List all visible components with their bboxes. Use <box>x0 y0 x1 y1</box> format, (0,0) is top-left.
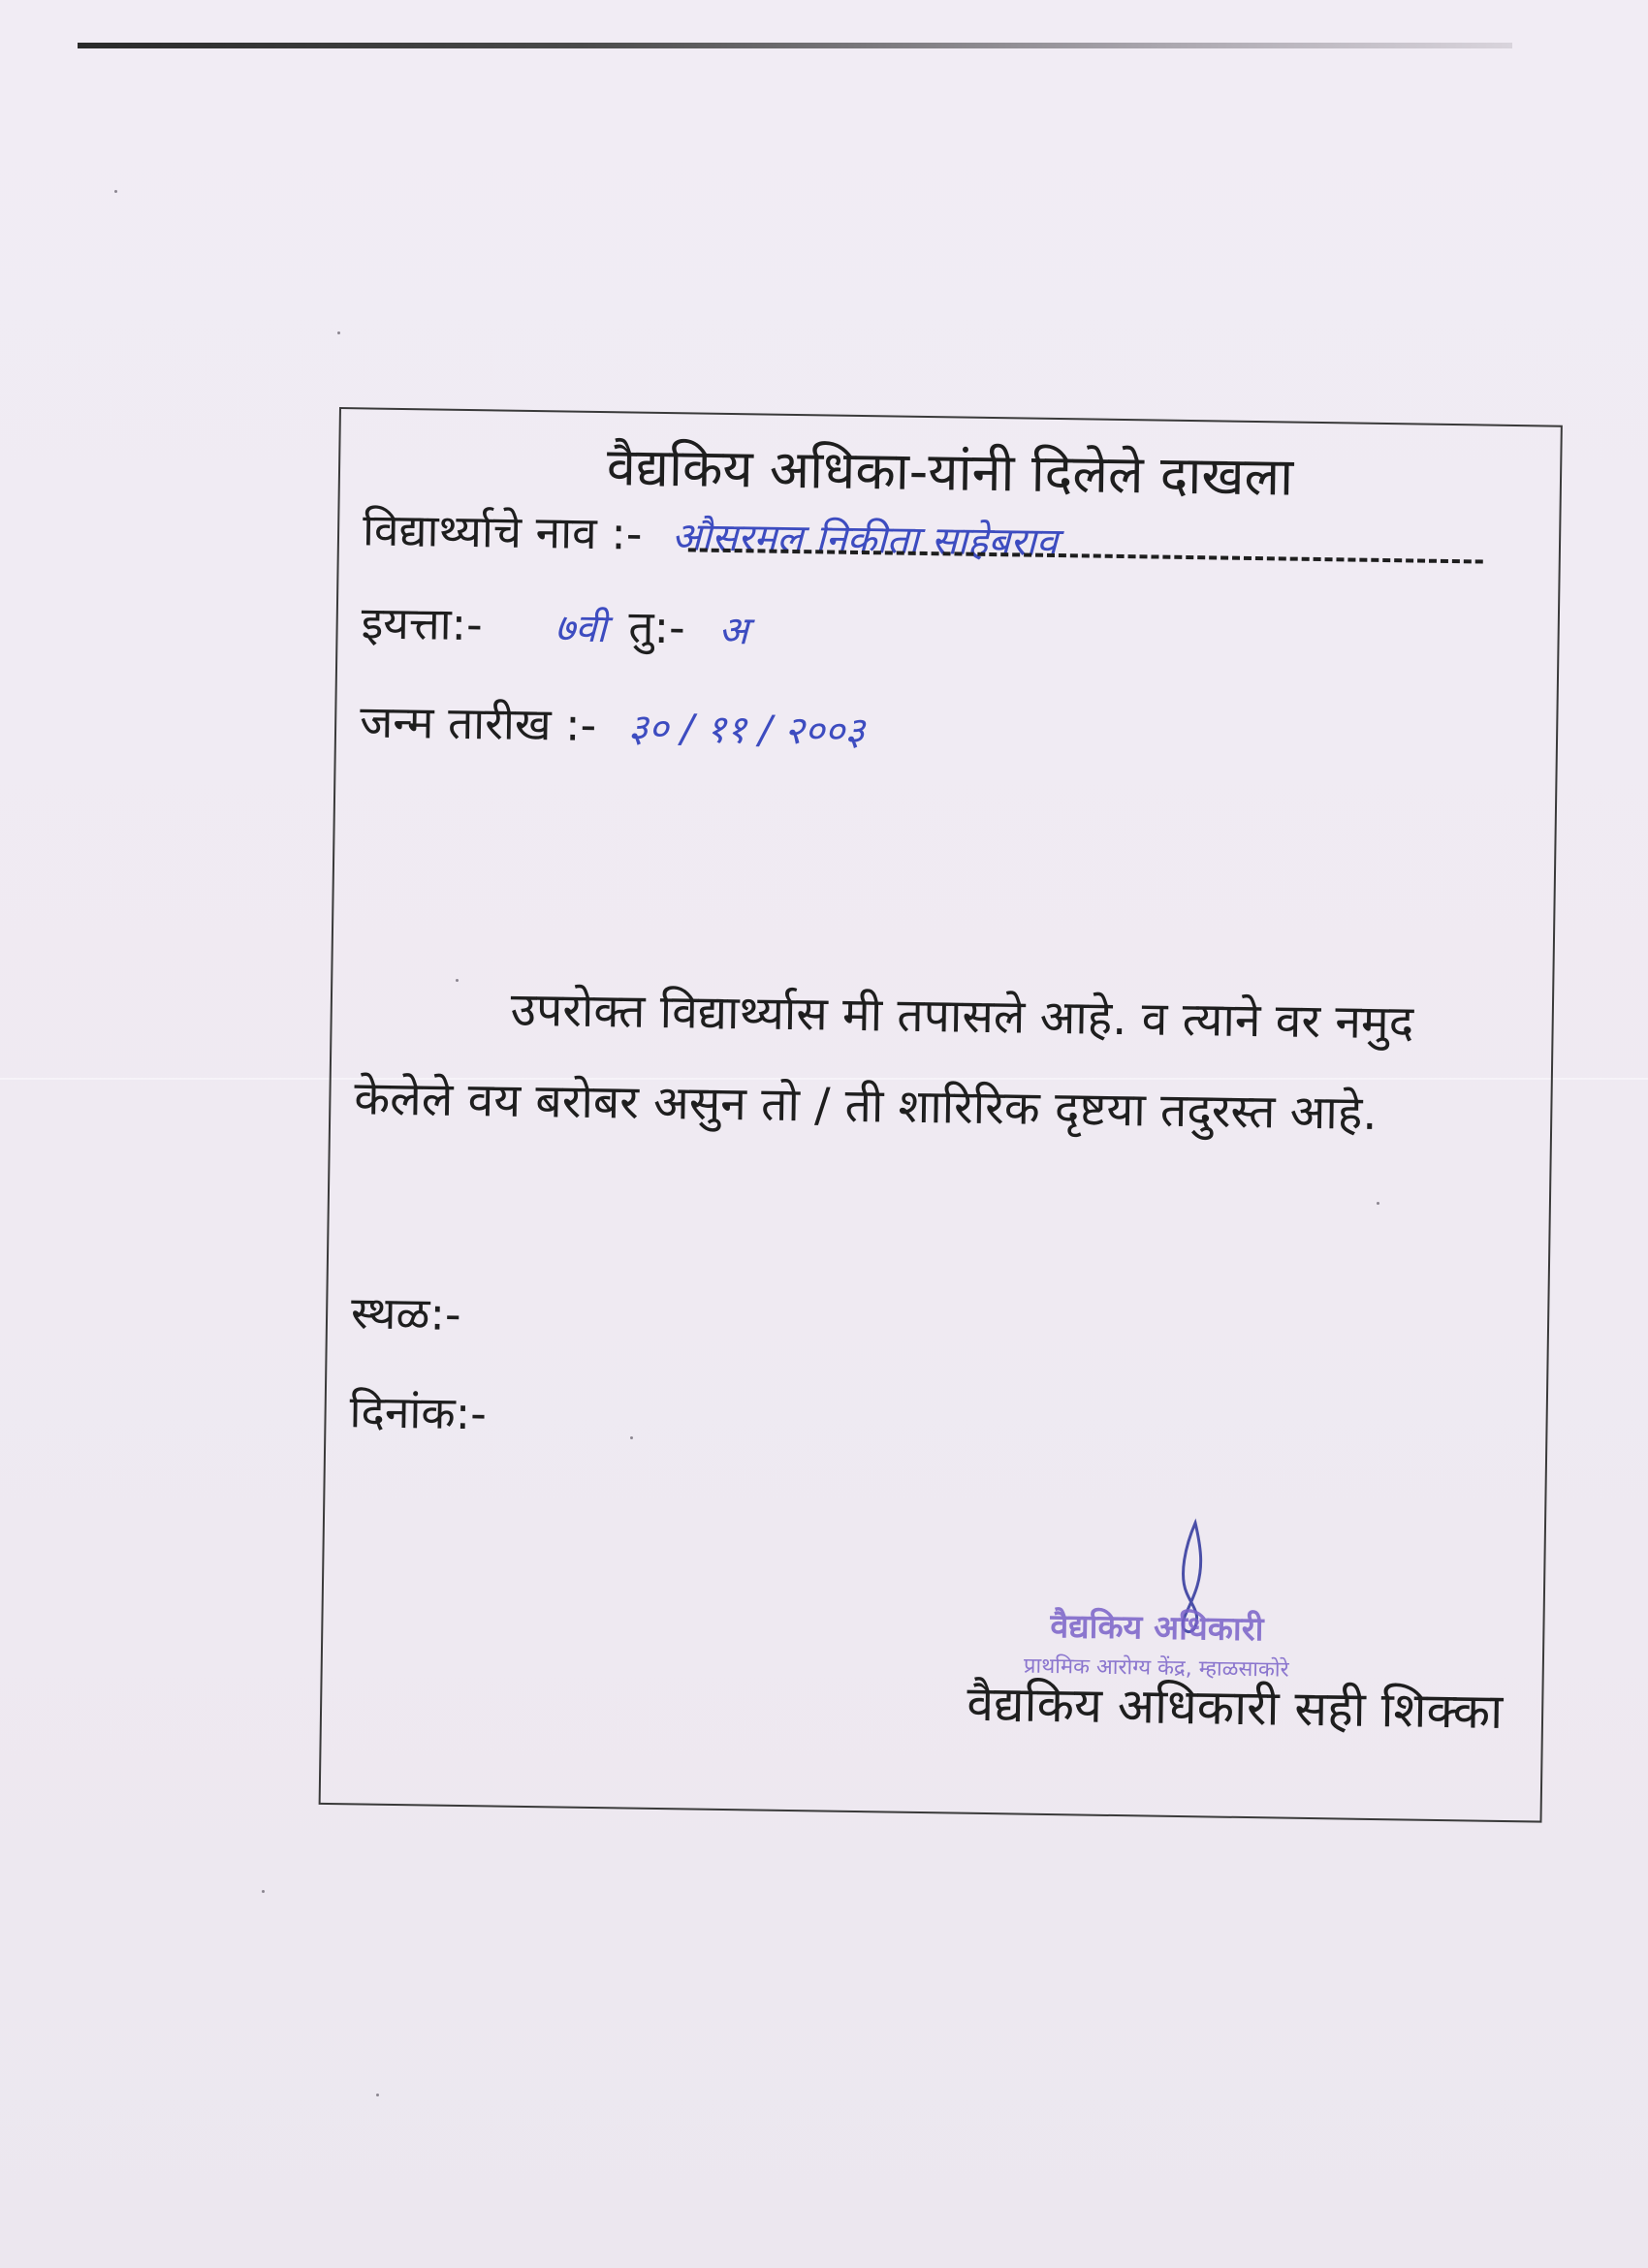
stamp-title: वैद्यकिय अधिकारी <box>1050 1607 1264 1650</box>
paper-speck <box>376 2094 379 2096</box>
place-label: स्थळ:- <box>350 1286 461 1340</box>
grade-label: इयत्ता:- <box>361 596 484 651</box>
top-border-rule <box>78 43 1512 48</box>
student-name-value: औसरमल निकीता साहेबराव <box>671 515 1059 566</box>
grade-row <box>361 591 748 657</box>
signature-seal-caption: वैद्यकिय अधिकारी सही शिक्का <box>966 1675 1504 1740</box>
division-label: तु:- <box>628 600 686 654</box>
dob-value: ३० / ११ / २००३ <box>627 706 866 755</box>
stamp-subtitle: प्राथमिक आरोग्य केंद्र, म्हाळसाकोरे <box>1023 1654 1289 1683</box>
division-value: अ <box>717 608 749 654</box>
paper-speck <box>337 331 340 334</box>
date-label: दिनांक:- <box>349 1385 488 1440</box>
student-name-label: विद्यार्थ्याचे नाव :- <box>362 503 643 560</box>
certificate-frame <box>319 407 1563 1823</box>
dob-label: जन्म तारीख :- <box>359 695 597 751</box>
grade-value: ७वी <box>554 606 608 652</box>
fitness-statement: उपरोक्त विद्यार्थ्यास मी तपासले आहे. व त्याने वर नमुद केलेले वय बरोबर असुन तो / ती शारिरिक दृष्टया तदुरस्त आहे. <box>354 982 1414 1141</box>
dob-row <box>360 690 866 758</box>
paper-speck <box>262 1890 265 1893</box>
certificate-title: वैद्यकिय अधिका-यांनी दिलेले दाखला <box>606 436 1294 508</box>
paper-speck <box>114 190 117 193</box>
student-name-row <box>363 498 1059 569</box>
